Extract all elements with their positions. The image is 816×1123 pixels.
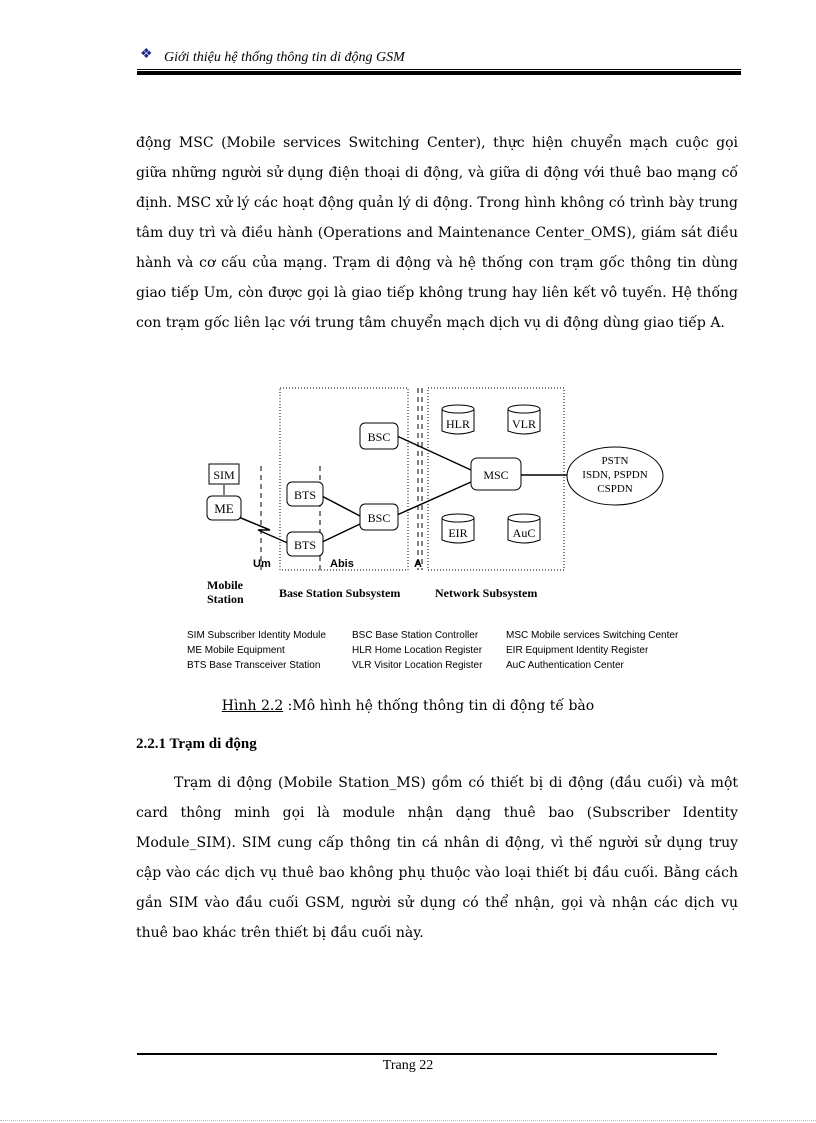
diamond-bullet-icon: ❖: [140, 46, 153, 62]
abis-interface-label: Abis: [330, 558, 354, 570]
page-bottom-border: [0, 1120, 816, 1121]
footer-rule: [137, 1053, 717, 1055]
legend-item: BTS Base Transceiver Station: [187, 660, 321, 671]
pstn-label-line3: CSPDN: [597, 483, 633, 495]
bsc-bottom-label: BSC: [367, 511, 391, 525]
header-rule-thin: [137, 69, 741, 70]
mobile-station-label-2: Station: [207, 592, 244, 606]
bts-bsc-link-top: [318, 494, 360, 516]
section-heading: 2.2.1 Trạm di động: [136, 736, 257, 752]
section-paragraph: Trạm di động (Mobile Station_MS) gồm có thiết bị di động (đầu cuối) và một card thông minh gọi là module nhận dạng thuê bao (Subscriber Identity Module_SIM). SIM cung cấp thông tin cá nhân di động, vì thế người sử dụng truy cập vào các dịch vụ thuê bao không phụ thuộc vào loại thiết bị đầu cuối. Bằng cách gắn SIM vào đầu cuối GSM, người sử dụng có thể nhận, gọi và nhận các dịch vụ thuê bao khác trên thiết bị đầu cuối này.: [136, 775, 738, 941]
page-number: Trang 22: [382, 1058, 434, 1073]
a-interface-label: A: [414, 558, 422, 570]
legend-item: MSC Mobile services Switching Center: [506, 630, 679, 641]
legend-item: AuC Authentication Center: [506, 660, 624, 671]
bss-group-label: Base Station Subsystem: [279, 586, 401, 600]
legend-item: EIR Equipment Identity Register: [506, 645, 649, 656]
body-paragraph-1: động MSC (Mobile services Switching Center), thực hiện chuyển mạch cuộc gọi giữa những người sử dụng điện thoại di động, và giữa di động với thuê bao mạng cố định. MSC xử lý các hoạt động quản lý di động. Trong hình không có trình bày trung tâm duy trì và điều hành (Operations and Maintenance Center_OMS), giám sát điều hành và cơ cấu của mạng. Trạm di động và hệ thống con trạm gốc thông tin dùng giao tiếp Um, còn được gọi là giao tiếp không trung hay liên kết vô tuyến. Hệ thống con trạm gốc liên lạc với trung tâm chuyển mạch dịch vụ di động dùng giao tiếp A.: [136, 135, 738, 331]
legend-item: BSC Base Station Controller: [352, 630, 479, 641]
sim-label: SIM: [213, 468, 235, 482]
gsm-architecture-diagram: [178, 378, 708, 678]
legend-item: ME Mobile Equipment: [187, 645, 285, 656]
legend-item: SIM Subscriber Identity Module: [187, 630, 326, 641]
figure-caption: [0, 698, 816, 714]
pstn-label-line2: ISDN, PSPDN: [582, 469, 648, 481]
bts-bottom-label: BTS: [293, 538, 317, 552]
header-rule-thick: [137, 71, 741, 75]
pstn-label-line1: PSTN: [601, 455, 629, 467]
bsc-msc-link-bottom: [397, 482, 471, 515]
figure-number: Hình 2.2: [221, 698, 284, 714]
um-interface-label: Um: [253, 558, 271, 570]
bts-bsc-link-bottom: [318, 524, 360, 544]
bts-top-label: BTS: [293, 488, 317, 502]
vlr-label: VLR: [512, 417, 536, 431]
running-header-title: Giới thiệu hệ thống thông tin di động GSM: [164, 50, 405, 65]
me-label: ME: [214, 501, 234, 516]
legend-item: HLR Home Location Register: [352, 645, 483, 656]
eir-label: EIR: [448, 526, 468, 540]
auc-label: AuC: [512, 526, 536, 540]
mobile-station-label-1: Mobile: [207, 578, 243, 592]
radio-link-zigzag: [236, 516, 290, 544]
bsc-top-label: BSC: [367, 430, 391, 444]
msc-label: MSC: [483, 468, 509, 482]
legend-item: VLR Visitor Location Register: [352, 660, 483, 671]
figure-caption-text: :Mô hình hệ thống thông tin di động tế bào: [283, 698, 595, 714]
hlr-label: HLR: [446, 417, 470, 431]
nss-group-label: Network Subsystem: [435, 586, 538, 600]
